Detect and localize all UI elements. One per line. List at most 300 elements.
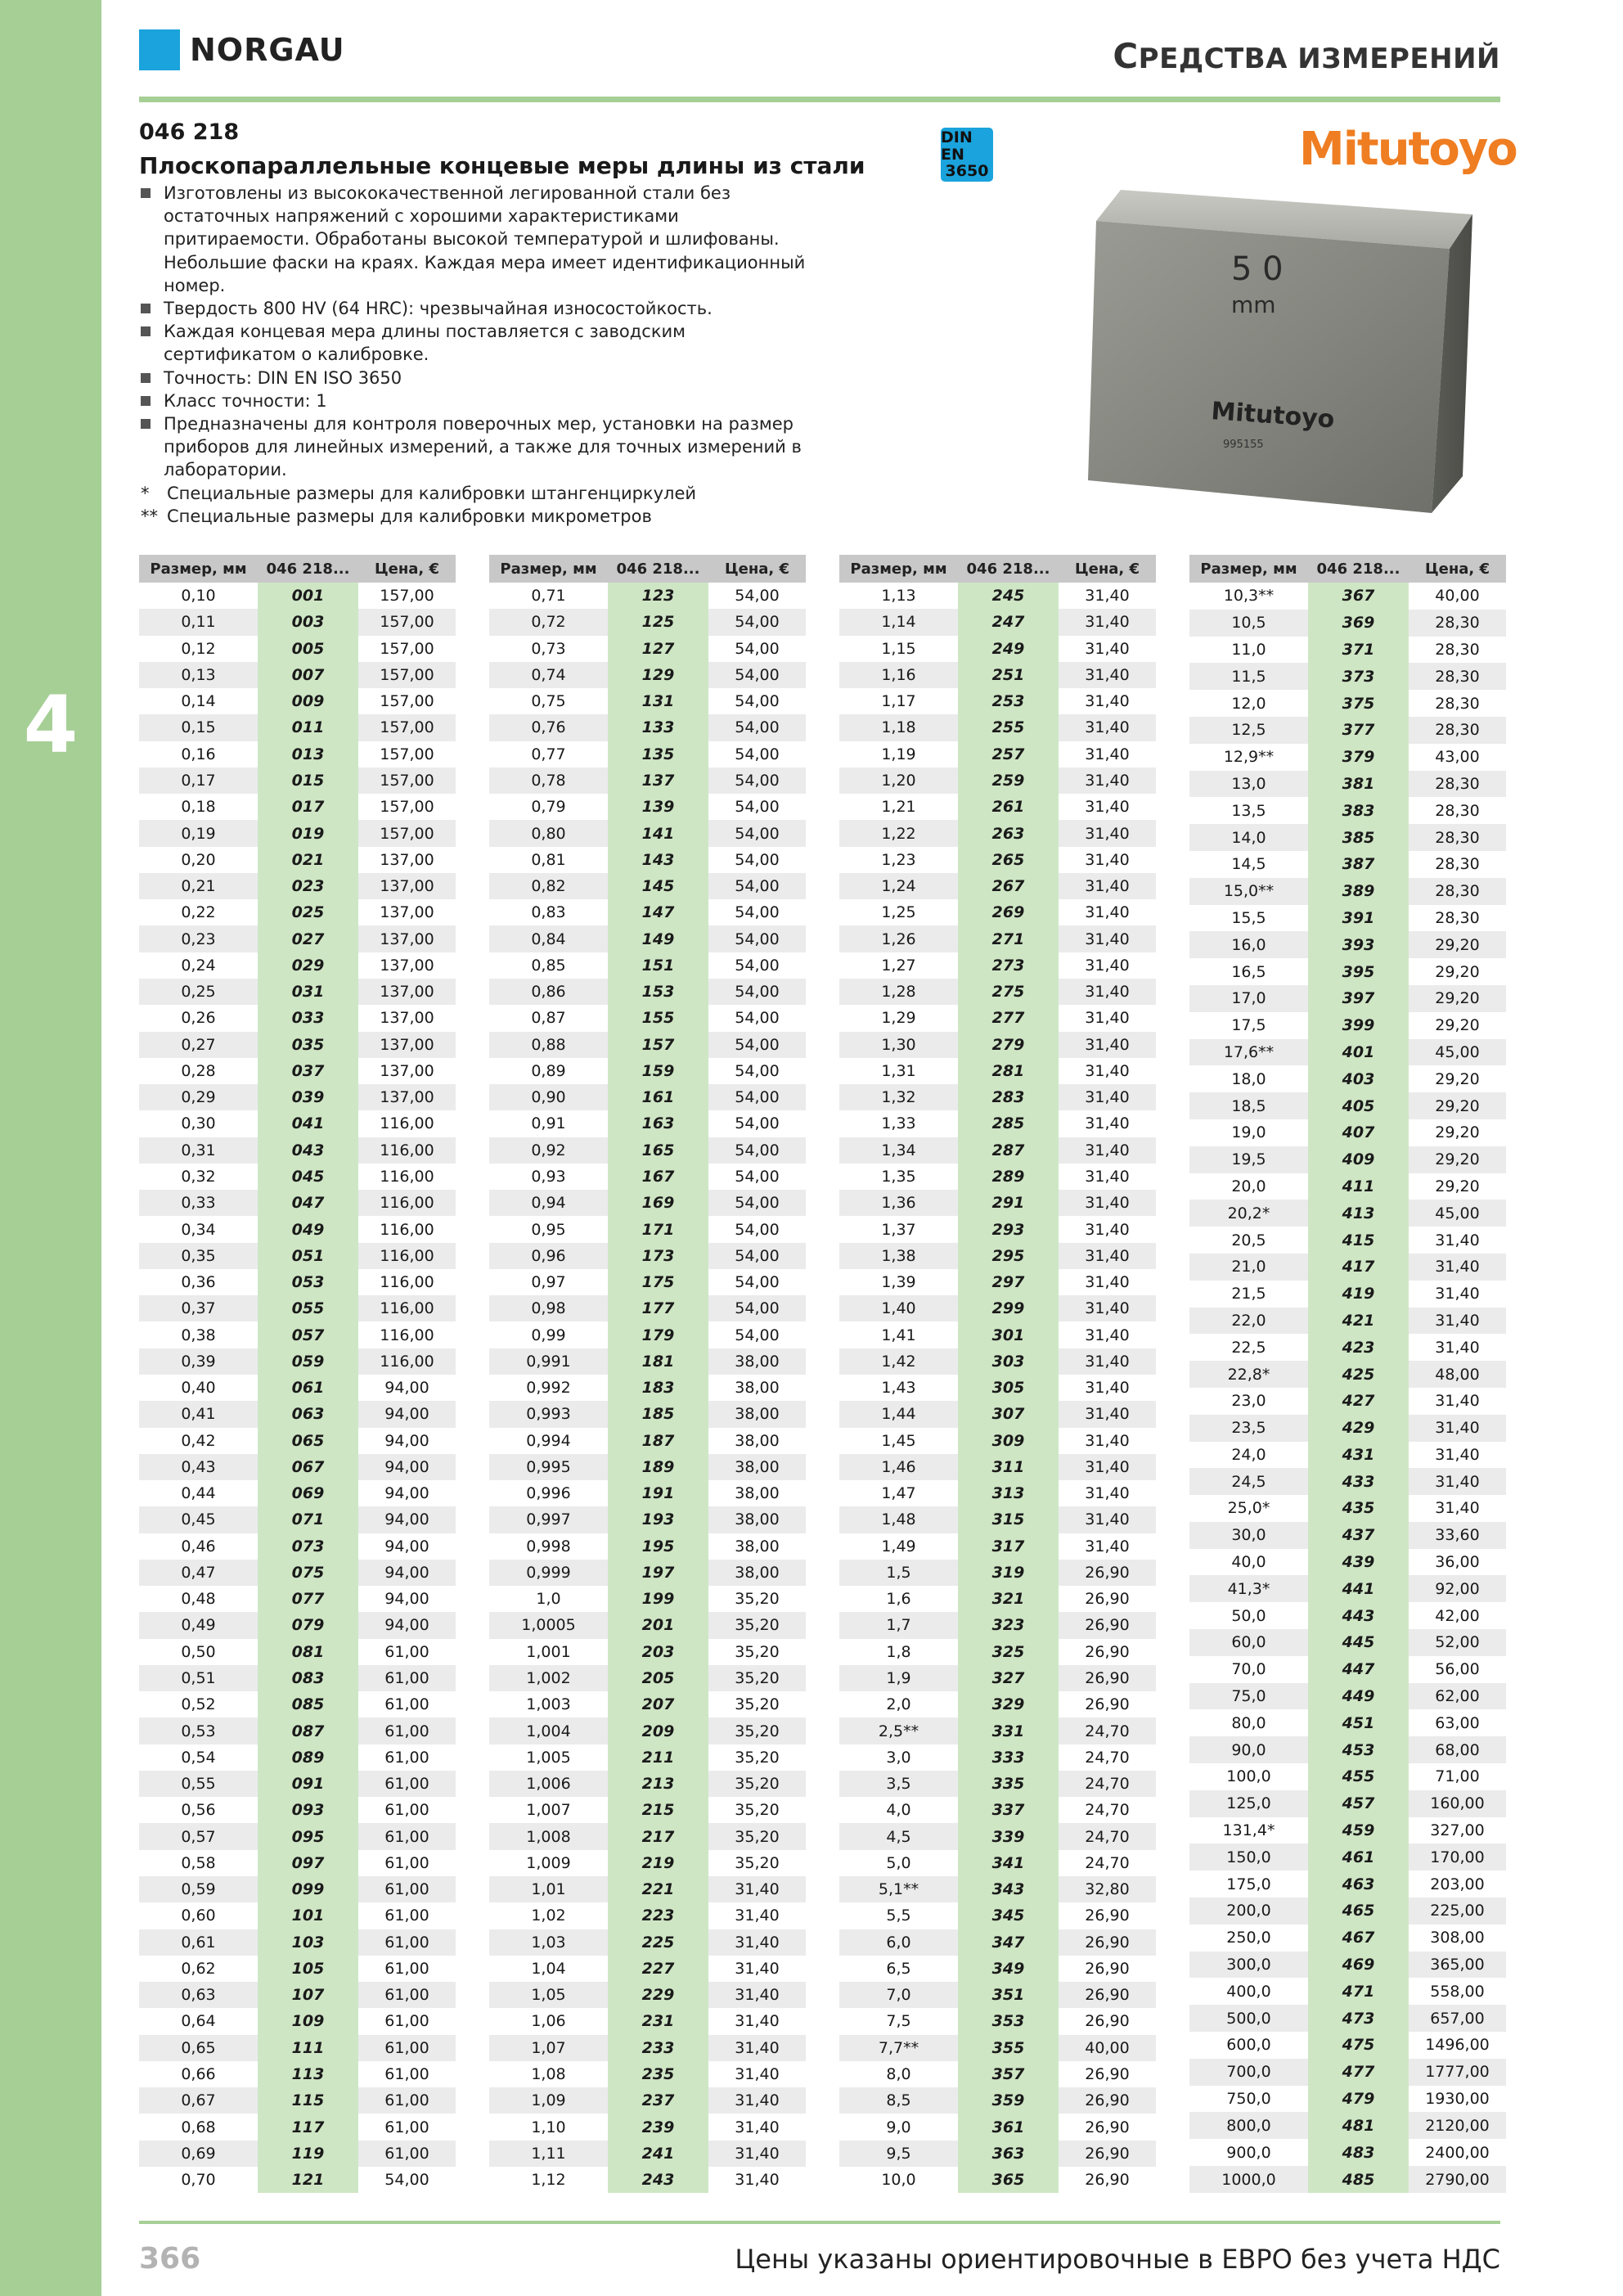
price-cell: 61,00: [358, 2061, 456, 2087]
table-row: [839, 1850, 1156, 1876]
price-cell: 31,40: [1409, 1281, 1506, 1308]
code-cell: 417: [1308, 1254, 1409, 1281]
code-cell: 235: [608, 2061, 708, 2087]
code-cell: 073: [258, 1533, 358, 1560]
size-cell: 70,0: [1189, 1656, 1308, 1683]
price-cell: 2790,00: [1409, 2166, 1506, 2193]
table-row: [1189, 931, 1506, 958]
code-cell: 117: [258, 2114, 358, 2140]
code-cell: 243: [608, 2167, 708, 2193]
table-row: [839, 1480, 1156, 1506]
table-row: [1189, 1817, 1506, 1844]
code-cell: 287: [958, 1137, 1059, 1164]
code-cell: 143: [608, 847, 708, 873]
size-cell: 0,58: [139, 1850, 258, 1876]
din-badge-line2: 3650: [945, 162, 989, 181]
price-cell: 28,30: [1409, 851, 1506, 878]
code-cell: 083: [258, 1665, 358, 1691]
table-row: [1189, 1656, 1506, 1683]
feature-text: Изготовлены из высококачественной легированной стали без остаточных напряжений с хорошими характеристиками притираемости. Обработаны высокой температурой и шлифованы. Небольшие фаски на краях. Каждая мера имеет идентификационный номер.: [164, 183, 806, 295]
size-cell: 0,31: [139, 1137, 258, 1164]
table-row: [489, 1005, 806, 1031]
table-row: [139, 1929, 456, 1956]
price-cell: 28,30: [1409, 717, 1506, 744]
code-cell: 467: [1308, 1925, 1409, 1952]
size-cell: 1,7: [839, 1612, 958, 1638]
code-cell: 383: [1308, 797, 1409, 824]
price-cell: 61,00: [358, 1691, 456, 1717]
page-number: 366: [139, 2242, 201, 2276]
table-row: [489, 1717, 806, 1744]
table-row: [489, 952, 806, 979]
code-cell: 193: [608, 1506, 708, 1533]
price-cell: 31,40: [1409, 1388, 1506, 1415]
price-cell: 94,00: [358, 1454, 456, 1480]
size-cell: 0,52: [139, 1691, 258, 1717]
table-row: [839, 847, 1156, 873]
code-cell: 373: [1308, 663, 1409, 690]
size-cell: 1,24: [839, 873, 958, 899]
table-row: [139, 583, 456, 609]
price-cell: 61,00: [358, 1956, 456, 1982]
price-cell: 35,20: [708, 1797, 806, 1823]
price-cell: 2120,00: [1409, 2112, 1506, 2139]
code-cell: 055: [258, 1295, 358, 1321]
size-cell: 300,0: [1189, 1952, 1308, 1979]
size-cell: 17,5: [1189, 1012, 1308, 1039]
size-cell: 0,41: [139, 1401, 258, 1427]
size-cell: 700,0: [1189, 2059, 1308, 2086]
size-cell: 0,93: [489, 1164, 608, 1190]
price-cell: 38,00: [708, 1348, 806, 1375]
size-cell: 1,40: [839, 1295, 958, 1321]
price-cell: 54,00: [708, 1295, 806, 1321]
table-row: [139, 1401, 456, 1427]
table-row: [839, 1084, 1156, 1110]
code-cell: 275: [958, 979, 1059, 1005]
price-cell: 31,40: [708, 2008, 806, 2034]
price-cell: 31,40: [1409, 1334, 1506, 1361]
size-cell: 0,81: [489, 847, 608, 873]
size-cell: 0,56: [139, 1797, 258, 1823]
code-cell: 007: [258, 662, 358, 688]
table-row: [139, 1850, 456, 1876]
code-cell: 451: [1308, 1709, 1409, 1736]
table-row: [139, 1348, 456, 1375]
code-cell: 263: [958, 820, 1059, 846]
code-cell: 147: [608, 899, 708, 925]
size-cell: 1,27: [839, 952, 958, 979]
price-cell: 31,40: [1059, 1401, 1156, 1427]
table-row: [839, 2087, 1156, 2114]
code-cell: 335: [958, 1771, 1059, 1797]
price-cell: 31,40: [708, 1876, 806, 1902]
table-row: [839, 768, 1156, 794]
size-cell: 1,38: [839, 1243, 958, 1269]
size-cell: 0,97: [489, 1269, 608, 1295]
code-cell: 289: [958, 1164, 1059, 1190]
code-cell: 061: [258, 1375, 358, 1401]
code-cell: 249: [958, 636, 1059, 662]
price-cell: 26,90: [1059, 2141, 1156, 2167]
price-cell: 24,70: [1059, 1717, 1156, 1744]
price-cell: 45,00: [1409, 1039, 1506, 1066]
feature-item: [141, 182, 820, 297]
price-cell: 31,40: [1059, 1190, 1156, 1216]
size-cell: 0,71: [489, 583, 608, 609]
table-row: [839, 1137, 1156, 1164]
price-cell: 31,40: [1409, 1254, 1506, 1281]
price-cell: 1930,00: [1409, 2086, 1506, 2113]
price-cell: 157,00: [358, 741, 456, 768]
size-cell: 1,30: [839, 1032, 958, 1058]
price-cell: 61,00: [358, 2114, 456, 2140]
size-cell: 1,04: [489, 1956, 608, 1982]
size-cell: 40,0: [1189, 1549, 1308, 1576]
size-cell: 1,003: [489, 1691, 608, 1717]
table-row: [489, 1876, 806, 1902]
code-cell: 137: [608, 768, 708, 794]
table-row: [1189, 610, 1506, 637]
code-cell: 425: [1308, 1361, 1409, 1388]
price-cell: 137,00: [358, 979, 456, 1005]
size-cell: 0,13: [139, 662, 258, 688]
feature-item: [141, 412, 820, 482]
price-cell: 35,20: [708, 1665, 806, 1691]
table-row: [139, 847, 456, 873]
table-row: [839, 899, 1156, 925]
size-cell: 0,25: [139, 979, 258, 1005]
code-cell: 397: [1308, 985, 1409, 1012]
table-row: [489, 688, 806, 714]
code-cell: 469: [1308, 1952, 1409, 1979]
size-cell: 0,48: [139, 1586, 258, 1612]
size-cell: 41,3*: [1189, 1575, 1308, 1602]
price-cell: 61,00: [358, 1717, 456, 1744]
table-row: [1189, 744, 1506, 771]
price-cell: 29,20: [1409, 1012, 1506, 1039]
price-cell: 54,00: [708, 899, 806, 925]
price-cell: 31,40: [1059, 1269, 1156, 1295]
table-row: [1189, 1254, 1506, 1281]
price-cell: 61,00: [358, 1745, 456, 1771]
price-cell: 160,00: [1409, 1790, 1506, 1817]
size-cell: 1,29: [839, 1005, 958, 1031]
code-cell: 151: [608, 952, 708, 979]
price-cell: 48,00: [1409, 1361, 1506, 1388]
size-cell: 0,57: [139, 1823, 258, 1849]
size-cell: 800,0: [1189, 2112, 1308, 2139]
table-row: [1189, 1763, 1506, 1790]
price-cell: 157,00: [358, 688, 456, 714]
table-row: [489, 1375, 806, 1401]
size-cell: 0,993: [489, 1401, 608, 1427]
price-cell: 26,90: [1059, 1586, 1156, 1612]
code-cell: 119: [258, 2141, 358, 2167]
size-cell: 1,33: [839, 1110, 958, 1137]
feature-text: Каждая концевая мера длины поставляется с заводским сертификатом о калибровке.: [164, 322, 686, 365]
price-cell: 31,40: [708, 2114, 806, 2140]
table-row: [1189, 1978, 1506, 2005]
price-cell: 308,00: [1409, 1925, 1506, 1952]
code-cell: 103: [258, 1929, 358, 1956]
price-cell: 40,00: [1059, 2035, 1156, 2061]
size-cell: 5,5: [839, 1902, 958, 1929]
price-cell: 31,40: [1409, 1415, 1506, 1442]
price-cell: 26,90: [1059, 1639, 1156, 1665]
code-cell: 339: [958, 1823, 1059, 1849]
price-cell: 94,00: [358, 1560, 456, 1586]
price-cell: 61,00: [358, 1850, 456, 1876]
section-title-first-letter: С: [1113, 36, 1139, 76]
table-row: [839, 1348, 1156, 1375]
table-row: [839, 1560, 1156, 1586]
price-cell: 31,40: [1409, 1308, 1506, 1335]
feature-text: Твердость 800 HV (64 HRC): чрезвычайная износостойкость.: [164, 299, 713, 319]
size-cell: 7,7**: [839, 2035, 958, 2061]
code-cell: 145: [608, 873, 708, 899]
price-cell: 54,00: [708, 1216, 806, 1242]
code-cell: 005: [258, 636, 358, 662]
table-row: [139, 662, 456, 688]
size-cell: 0,54: [139, 1745, 258, 1771]
price-cell: 26,90: [1059, 2167, 1156, 2193]
code-cell: 343: [958, 1876, 1059, 1902]
price-table: [489, 555, 806, 2193]
table-row: [1189, 1844, 1506, 1871]
table-row: [839, 1110, 1156, 1137]
table-row: [139, 1243, 456, 1269]
size-cell: 24,5: [1189, 1468, 1308, 1495]
bullet-square-icon: [141, 396, 151, 406]
table-row: [1189, 1898, 1506, 1925]
table-row: [839, 1506, 1156, 1533]
table-row: [489, 768, 806, 794]
table-row: [1189, 878, 1506, 905]
size-cell: 1,20: [839, 768, 958, 794]
price-cell: 31,40: [1059, 899, 1156, 925]
size-cell: 6,0: [839, 1929, 958, 1956]
header-price: Цена, €: [358, 555, 456, 583]
code-cell: 265: [958, 847, 1059, 873]
table-row: [139, 1533, 456, 1560]
size-cell: 0,49: [139, 1612, 258, 1638]
size-cell: 1,0005: [489, 1612, 608, 1638]
table-row: [839, 2114, 1156, 2140]
code-cell: 179: [608, 1321, 708, 1348]
price-cell: 43,00: [1409, 744, 1506, 771]
price-cell: 35,20: [708, 1639, 806, 1665]
price-cell: 54,00: [708, 636, 806, 662]
code-cell: 181: [608, 1348, 708, 1375]
table-row: [139, 1876, 456, 1902]
table-row: [489, 1032, 806, 1058]
size-cell: 0,33: [139, 1190, 258, 1216]
size-cell: 1,23: [839, 847, 958, 873]
price-cell: 29,20: [1409, 1092, 1506, 1119]
price-cell: 31,40: [708, 2035, 806, 2061]
code-cell: 009: [258, 688, 358, 714]
table-row: [1189, 1549, 1506, 1576]
table-row: [489, 1295, 806, 1321]
code-cell: 125: [608, 609, 708, 635]
table-row: [139, 2141, 456, 2167]
table-row: [139, 794, 456, 820]
price-cell: 31,40: [708, 2087, 806, 2114]
code-cell: 019: [258, 820, 358, 846]
code-cell: 201: [608, 1612, 708, 1638]
price-cell: 61,00: [358, 1929, 456, 1956]
table-row: [839, 1612, 1156, 1638]
table-row: [839, 1586, 1156, 1612]
size-cell: 1,22: [839, 820, 958, 846]
code-cell: 423: [1308, 1334, 1409, 1361]
code-cell: 215: [608, 1797, 708, 1823]
price-cell: 28,30: [1409, 637, 1506, 664]
size-cell: 18,5: [1189, 1092, 1308, 1119]
table-row: [489, 636, 806, 662]
table-row: [1189, 1227, 1506, 1254]
table-row: [489, 609, 806, 635]
table-row: [1189, 1388, 1506, 1415]
size-cell: 1,01: [489, 1876, 608, 1902]
header-size: Размер, мм: [489, 555, 608, 583]
header-price: Цена, €: [1059, 555, 1156, 583]
code-cell: 015: [258, 768, 358, 794]
size-cell: 0,98: [489, 1295, 608, 1321]
size-cell: 9,5: [839, 2141, 958, 2167]
price-cell: 29,20: [1409, 931, 1506, 958]
code-cell: 043: [258, 1137, 358, 1164]
price-cell: 31,40: [1059, 1506, 1156, 1533]
table-row: [489, 2167, 806, 2193]
size-cell: 21,0: [1189, 1254, 1308, 1281]
size-cell: 0,43: [139, 1454, 258, 1480]
table-row: [839, 1058, 1156, 1084]
feature-text: Класс точности: 1: [164, 390, 327, 411]
price-cell: 54,00: [708, 768, 806, 794]
code-cell: 195: [608, 1533, 708, 1560]
size-cell: 0,34: [139, 1216, 258, 1242]
table-row: [489, 1506, 806, 1533]
table-row: [139, 1295, 456, 1321]
price-cell: 61,00: [358, 1665, 456, 1691]
price-cell: 54,00: [708, 1321, 806, 1348]
code-cell: 097: [258, 1850, 358, 1876]
size-cell: 1,34: [839, 1137, 958, 1164]
size-cell: 0,991: [489, 1348, 608, 1375]
footnote: [141, 482, 820, 505]
code-cell: 273: [958, 952, 1059, 979]
size-cell: 400,0: [1189, 1978, 1308, 2005]
price-cell: 54,00: [708, 979, 806, 1005]
table-row: [839, 1717, 1156, 1744]
table-row: [489, 1929, 806, 1956]
code-cell: 259: [958, 768, 1059, 794]
code-cell: 369: [1308, 610, 1409, 637]
price-cell: 62,00: [1409, 1683, 1506, 1710]
size-cell: 0,32: [139, 1164, 258, 1190]
price-cell: 31,40: [1059, 1110, 1156, 1137]
size-cell: 0,74: [489, 662, 608, 688]
table-row: [489, 873, 806, 899]
table-row: [489, 1586, 806, 1612]
code-cell: 109: [258, 2008, 358, 2034]
size-cell: 0,14: [139, 688, 258, 714]
table-row: [139, 1691, 456, 1717]
size-cell: 0,53: [139, 1717, 258, 1744]
table-row: [1189, 1602, 1506, 1629]
table-row: [839, 2008, 1156, 2034]
table-row: [839, 1533, 1156, 1560]
size-cell: 0,997: [489, 1506, 608, 1533]
code-cell: 431: [1308, 1442, 1409, 1469]
price-cell: 29,20: [1409, 958, 1506, 985]
product-title: Плоскопараллельные концевые меры длины из стали: [139, 152, 865, 179]
price-cell: 54,00: [708, 741, 806, 768]
size-cell: 1,9: [839, 1665, 958, 1691]
size-cell: 0,35: [139, 1243, 258, 1269]
code-cell: 069: [258, 1480, 358, 1506]
size-cell: 0,78: [489, 768, 608, 794]
price-cell: 28,30: [1409, 797, 1506, 824]
price-cell: 54,00: [708, 1032, 806, 1058]
size-cell: 1,004: [489, 1717, 608, 1744]
code-cell: 371: [1308, 637, 1409, 664]
size-cell: 1,15: [839, 636, 958, 662]
table-row: [839, 2167, 1156, 2193]
header-price: Цена, €: [1409, 555, 1506, 583]
code-cell: 297: [958, 1269, 1059, 1295]
table-row: [139, 1216, 456, 1242]
price-cell: 137,00: [358, 847, 456, 873]
size-cell: 1,41: [839, 1321, 958, 1348]
code-cell: 403: [1308, 1065, 1409, 1092]
table-row: [1189, 637, 1506, 664]
size-cell: 80,0: [1189, 1709, 1308, 1736]
table-row: [139, 1823, 456, 1849]
price-cell: 94,00: [358, 1612, 456, 1638]
code-cell: 223: [608, 1902, 708, 1929]
size-cell: 0,61: [139, 1929, 258, 1956]
price-cell: 26,90: [1059, 1612, 1156, 1638]
table-row: [139, 1428, 456, 1454]
price-cell: 35,20: [708, 1717, 806, 1744]
code-cell: 357: [958, 2061, 1059, 2087]
price-cell: 157,00: [358, 794, 456, 820]
price-cell: 558,00: [1409, 1978, 1506, 2005]
table-row: [489, 1902, 806, 1929]
size-cell: 0,37: [139, 1295, 258, 1321]
table-row: [139, 2035, 456, 2061]
table-row: [139, 609, 456, 635]
price-cell: 24,70: [1059, 1771, 1156, 1797]
size-cell: 1,12: [489, 2167, 608, 2193]
code-cell: 237: [608, 2087, 708, 2114]
code-cell: 017: [258, 794, 358, 820]
table-row: [1189, 1683, 1506, 1710]
code-cell: 401: [1308, 1039, 1409, 1066]
price-cell: 137,00: [358, 1005, 456, 1031]
din-badge-line1: DIN EN: [941, 128, 973, 164]
code-cell: 429: [1308, 1415, 1409, 1442]
price-cell: 31,40: [1059, 714, 1156, 741]
table-row: [139, 873, 456, 899]
price-cell: 94,00: [358, 1533, 456, 1560]
footnote-mark: **: [141, 506, 158, 526]
size-cell: 10,0: [839, 2167, 958, 2193]
size-cell: 0,62: [139, 1956, 258, 1982]
